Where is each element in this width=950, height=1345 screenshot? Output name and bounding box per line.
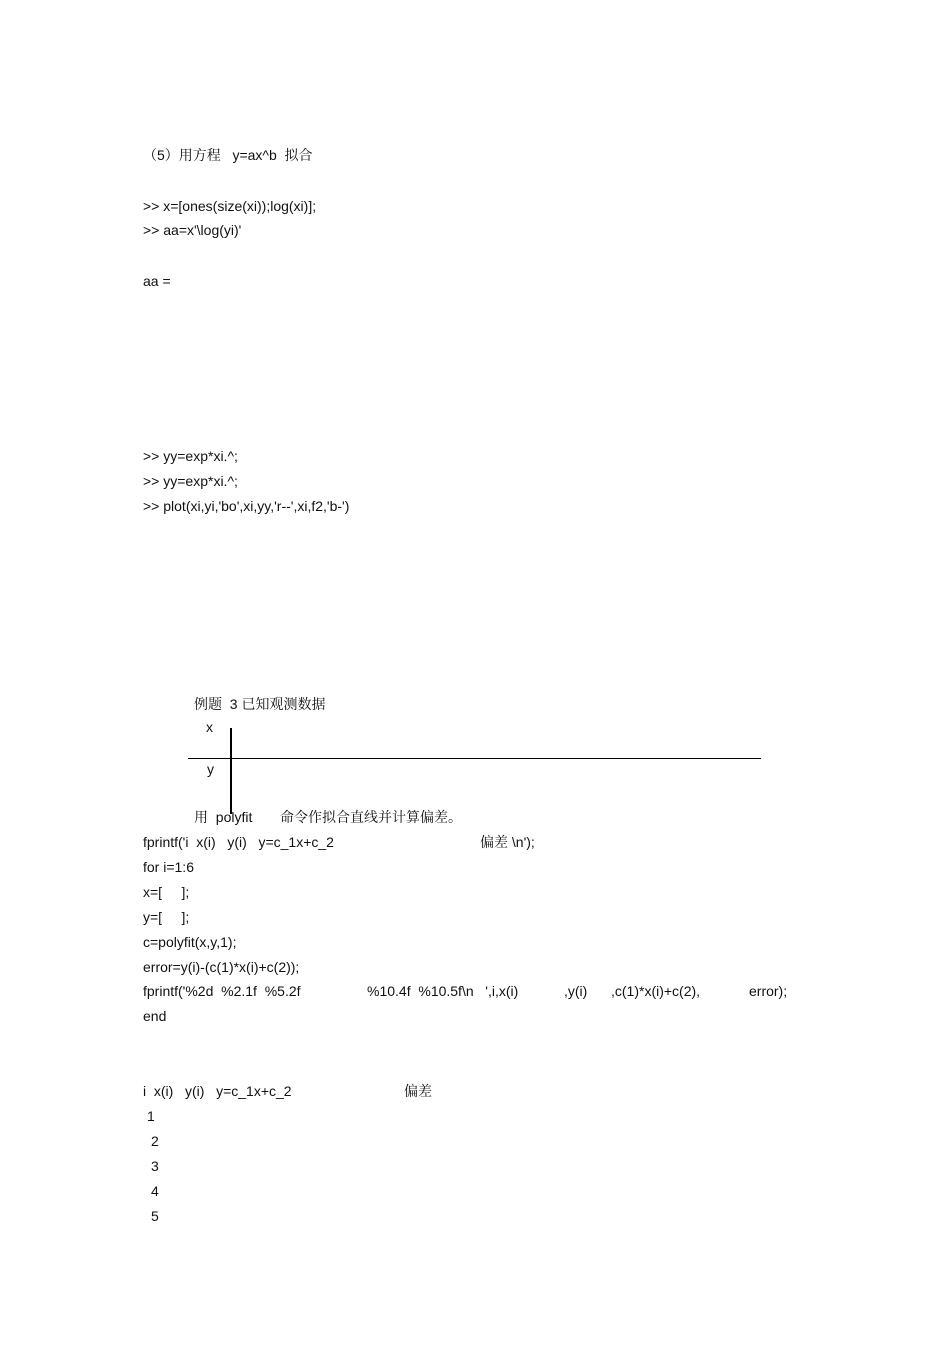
instruction-text: 命令作拟合直线并计算偏差。	[280, 809, 462, 825]
command-line: >> aa=x'\log(yi)'	[143, 222, 242, 238]
example-title: 例题 3 已知观测数据	[194, 696, 326, 712]
command-line: >> x=[ones(size(xi));log(xi)];	[143, 198, 317, 214]
output-row: 2	[151, 1133, 159, 1149]
output-row: 3	[151, 1158, 159, 1174]
code-line: y=[ ];	[143, 909, 190, 925]
code-line: %10.4f %10.5f\n ',i,x(i)	[367, 983, 519, 999]
code-line: x=[ ];	[143, 884, 190, 900]
code-line: error=y(i)-(c(1)*x(i)+c(2));	[143, 959, 300, 975]
output-row: 4	[151, 1183, 159, 1199]
code-line: end	[143, 1008, 167, 1024]
code-line: fprintf('i x(i) y(i) y=c_1x+c_2	[143, 834, 334, 850]
table-x-label: x	[206, 719, 213, 735]
code-line: ,c(1)*x(i)+c(2),	[611, 983, 701, 999]
table-horizontal-rule	[188, 758, 761, 759]
code-line: ,y(i)	[564, 983, 588, 999]
code-line: error);	[749, 983, 788, 999]
output-header: 偏差	[404, 1083, 432, 1099]
output-header: i x(i) y(i) y=c_1x+c_2	[143, 1083, 292, 1099]
code-line: 偏差 \n');	[480, 834, 535, 850]
output-row: 1	[147, 1108, 155, 1124]
code-line: for i=1:6	[143, 859, 194, 875]
command-line: >> yy=exp*xi.^;	[143, 448, 238, 464]
table-y-label: y	[207, 761, 214, 777]
code-line: c=polyfit(x,y,1);	[143, 934, 237, 950]
instruction-text: 用 polyfit	[194, 809, 253, 825]
output-label: aa =	[143, 273, 171, 289]
command-line: >> yy=exp*xi.^;	[143, 473, 238, 489]
command-line: >> plot(xi,yi,'bo',xi,yy,'r--',xi,f2,'b-')	[143, 498, 350, 514]
table-vertical-rule	[230, 728, 232, 814]
output-row: 5	[151, 1208, 159, 1224]
code-line: fprintf('%2d %2.1f %5.2f	[143, 983, 301, 999]
section-heading: （5）用方程 y=ax^b 拟合	[143, 147, 313, 163]
